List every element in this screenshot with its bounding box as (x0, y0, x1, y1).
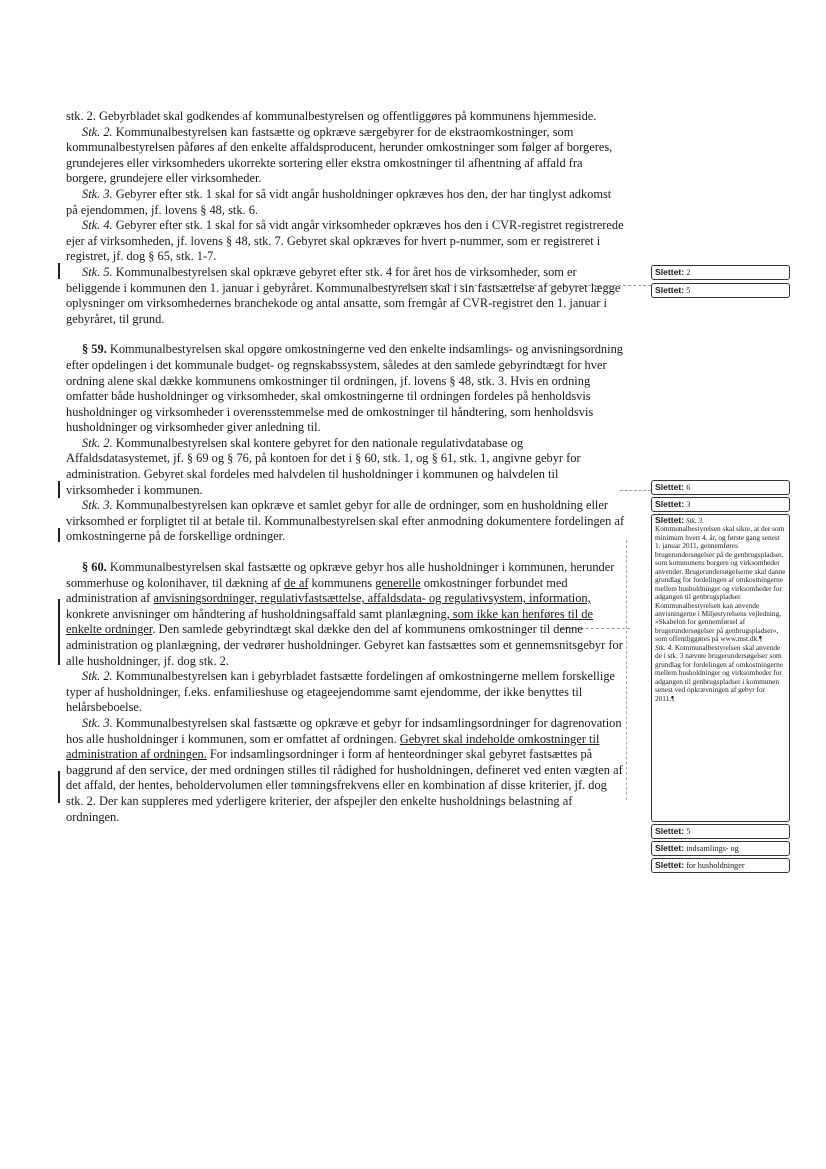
change-bar (58, 481, 60, 498)
change-bar (58, 771, 60, 803)
document-body (66, 109, 626, 825)
deleted-comment[interactable]: Slettet: Stk. 3. Kommunalbestyrelsen skal sikre, at der som minimum hvert 4. år, og første gang senest 1. januar 2011, gennemføres brugerundersøgelser på de genbrugspladser, som kommunens borgere og virksomheder anvender. Brugerundersøgelserne skal danne grundlag for fordelingen af omkostningerne mellem husholdninger og virksomheder for adgangen til genbrugspladser. Kommunalbestyrelsen kan anvende anvisningerne i Miljøstyrelsens vejledning, »Skabelon for gennemførsel af brugerundersøgelser på genbrugspladser«, som offentliggøres på www.mst.dk.¶ Stk. 4. Kommunalbestyrelsen skal anvende de i stk. 3 nævnte brugerundersøgelser som grundlag for fordelingen af omkostningerne mellem husholdninger og virksomheder for adgangen til genbrugspladser i kommunen senest ved opkrævningen af gebyr for 2011.¶ (651, 514, 790, 822)
paragraph: stk. 2. Gebyrbladet skal godkendes af kommunalbestyrelsen og offentliggøres på kommunens hjemmeside. (66, 109, 597, 123)
paragraph: Stk. 2. Kommunalbestyrelsen skal kontere gebyret for den nationale regulativdatabase og Affaldsdatasystemet, jf. § 69 og § 76, på kontoen for det i § 60, stk. 1, og § 61, stk. 1, angivne gebyr for administration. Gebyret skal fordeles med halvdelen til husholdninger i kommunen og halvdelen til virksomheder i kommunen. (66, 435, 581, 497)
change-bar (58, 263, 60, 279)
change-bar (58, 528, 60, 542)
deleted-comment[interactable]: Slettet: 5 (651, 283, 790, 298)
paragraph: Stk. 3. Kommunalbestyrelsen skal fastsætte og opkræve et gebyr for indsamlingsordninger for dagrenovation hos alle husholdninger i kommunen, som er omfattet af ordningen. Gebyret skal indeholde omkostninger til administration af ordningen. For indsamlingsordninger i form af henteordninger skal gebyret fastsættes på baggrund af den service, der med ordningen stilles til rådighed for husholdningen, defineret ved enten vægten af det affald, der hentes, beholdervolumen eller tømningsfrekvens eller en kombination af disse kriterier, jf. dog stk. 2. Der kan suppleres med yderligere kriterier, der afspejler den enkelte husholdnings belastning af ordningen. (66, 715, 623, 824)
insertion: anvisningsordninger, regulativfastsættelse, affaldsdata- og regulativsystem, information, (153, 591, 591, 606)
insertion: , som ikke kan henføres til de enkelte ordninger (66, 606, 593, 637)
paragraph: Stk. 4. Gebyrer efter stk. 1 skal for så vidt angår virksomheder opkræves hos den i CVR-registret registrerede ejer af virksomheden, jf. lovens § 48, stk. 7. Gebyret skal opkræves for hvert p-nummer, som er registreret i registret, jf. dog § 65, stk. 1-7. (66, 218, 624, 264)
comment-connector (626, 540, 627, 800)
insertion: Gebyret skal indeholde omkostninger til administration af ordningen. (66, 731, 600, 762)
deleted-comment[interactable]: Slettet: 2 (651, 265, 790, 280)
paragraph: Stk. 3. Gebyrer efter stk. 1 skal for så vidt angår husholdninger opkræves hos den, der har tinglyst adkomst på ejendommen, jf. lovens § 48, stk. 6. (66, 186, 612, 217)
deleted-comment[interactable]: Slettet: 5 (651, 824, 790, 839)
insertion: generelle (375, 575, 421, 590)
paragraph: Stk. 5. Kommunalbestyrelsen skal opkræve gebyret efter stk. 4 for året hos de virksomheder, som er beliggende i kommunen den 1. januar i gebyråret. Kommunalbestyrelsen skal i sin fastsættelse af gebyret lægge oplysninger om virksomhedernes branchekode og antal ansatte, som fremgår af CVR-registret den 1. januar i gebyråret, til grund. (66, 264, 621, 326)
deleted-comment[interactable]: Slettet: 3 (651, 497, 790, 512)
paragraph: Stk. 2. Kommunalbestyrelsen kan fastsætte og opkræve særgebyrer for de ekstraomkostninger, som kommunalbestyrelsen påføres af den enkelte affaldsproducent, herunder omkostninger som følger af borgeres, grundejeres eller virksomheders ukorrekte sortering eller ekstra omkostninger til afhentning af affald fra borgere, grundejere eller virksomheder. (66, 124, 613, 186)
comment-text: Kommunalbestyrelsen skal sikre, at der som minimum hvert 4. år, og første gang senest 1. januar 2011, gennemføres brugerundersøgelser på de genbrugspladser, som kommunens borgere og virksomheder anvender. Brugerundersøgelserne skal danne grundlag for fordelingen af omkostningerne mellem husholdninger og virksomheder for adgangen til genbrugspladser. Kommunalbestyrelsen kan anvende anvisningerne i Miljøstyrelsens vejledning, »Skabelon for gennemførsel af brugerundersøgelser på genbrugspladser«, som offentliggøres på www.mst.dk.¶ (655, 524, 786, 644)
section-60: § 60. Kommunalbestyrelsen skal fastsætte og opkræve gebyr hos alle husholdninger i kommunen, herunder sommerhuse og kolonihaver, til dækning af de af kommunens generelle omkostninger forbundet med administration af anvisningsordninger, regulativfastsættelse, affaldsdata- og regulativsystem, information, konkrete anvisninger om håndtering af husholdningsaffald samt planlægning, som ikke kan henføres til de enkelte ordninger. Den samlede gebyrindtægt skal dække den del af kommunens omkostninger til denne administration og planlægning, der vedrører husholdninger. Gebyret kan fastsættes som et gennemsnitsgebyr for alle husholdninger, jf. dog stk. 2. (66, 560, 623, 668)
deleted-comment[interactable]: Slettet: for husholdninger (651, 858, 790, 873)
insertion: de af (284, 575, 309, 590)
section-59: § 59. Kommunalbestyrelsen skal opgøre omkostningerne ved den enkelte indsamlings- og anvisningsordning efter opdelingen i det kommunale budget- og regnskabssystem, således at den samlede gebyrindtægt for hver ordning alene skal dække kommunens omkostninger til ordningen, jf. lovens § 48, stk. 3. Hvis en ordning omfatter både husholdninger og virksomheder, skal omkostningerne til ordningen fordeles på henholdsvis husholdninger og virksomheder i overensstemmelse med de omkostninger til håndtering, som henholdsvis husholdninger og virksomheder giver anledning til. (66, 342, 623, 435)
change-bar (58, 599, 60, 665)
paragraph: Stk. 3. Kommunalbestyrelsen kan opkræve et samlet gebyr for alle de ordninger, som en husholdning eller virksomhed er forpligtet til at betale til. Kommunalbestyrelsen skal efter anmodning dokumentere fordelingen af omkostningerne på de forskellige ordninger. (66, 498, 625, 544)
deleted-comment[interactable]: Slettet: 6 (651, 480, 790, 495)
comment-text: Stk. 4. Kommunalbestyrelsen skal anvende de i stk. 3 nævnte brugerundersøgelser som grundlag for fordelingen af omkostningerne mellem husholdninger og virksomheder for adgangen til genbrugspladser i kommunen senest ved opkrævningen af gebyr for 2011.¶ (655, 642, 784, 703)
paragraph: Stk. 2. Kommunalbestyrelsen kan i gebyrbladet fastsætte fordelingen af omkostningerne mellem forskellige typer af husholdninger, f.eks. enfamilieshuse og etageejendomme samt ejendomme, der ikke benyttes til helårsbeboelse. (66, 669, 616, 715)
deleted-comment[interactable]: Slettet: indsamlings- og (651, 841, 790, 856)
